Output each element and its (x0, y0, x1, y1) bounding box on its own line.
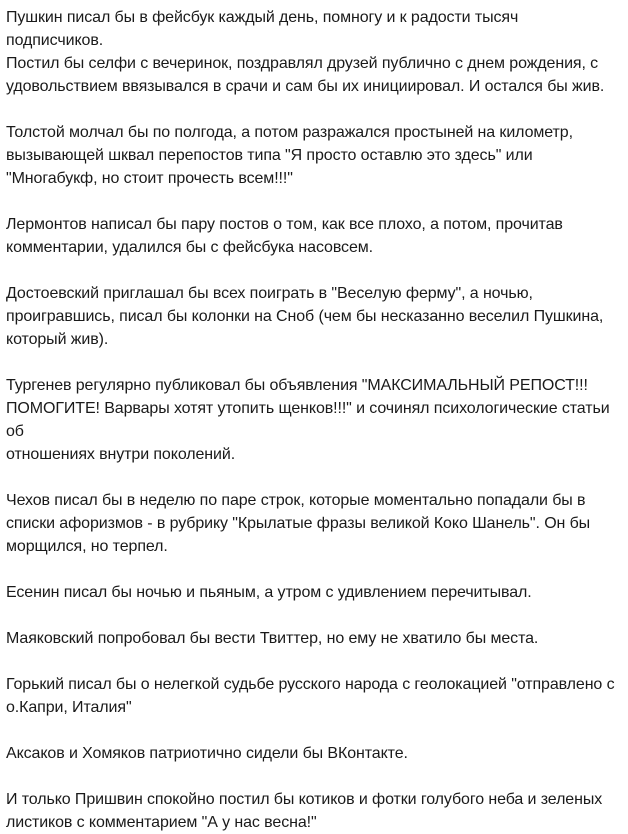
paragraph-tolstoy: Толстой молчал бы по полгода, а потом разражался простыней на километр, вызывающей шквал перепостов типа "Я просто оставлю это здесь" или "Многабукф, но стоит прочесть всем!!!" (6, 124, 573, 187)
paragraph-spacer (6, 98, 616, 121)
paragraph-chekhov: Чехов писал бы в неделю по паре строк, которые моментально попадали бы в списки афоризмов - в рубрику "Крылатые фразы великой Коко Шанель". Он бы морщился, но терпел. (6, 492, 591, 555)
paragraph-turgenev: Тургенев регулярно публиковал бы объявления "МАКСИМАЛЬНЫЙ РЕПОСТ!!! ПОМОГИТЕ! Варвары хотят утопить щенков!!!" и сочинял психологические статьи об отношениях внутри поколений. (6, 377, 610, 463)
paragraph-spacer (6, 650, 616, 673)
paragraph-spacer (6, 466, 616, 489)
paragraph-esenin: Есенин писал бы ночью и пьяным, а утром с удивлением перечитывал. (6, 584, 532, 601)
paragraph-spacer (6, 190, 616, 213)
paragraph-pushkin: Пушкин писал бы в фейсбук каждый день, помногу и к радости тысяч подписчиков. Постил бы селфи с вечеринок, поздравлял друзей публично с днем рождения, с удовольствием ввязывался в срачи и сам бы их инициировал. И остался бы жив. (6, 9, 605, 95)
paragraph-spacer (6, 765, 616, 788)
paragraph-aksakov-khomyakov: Аксаков и Хомяков патриотично сидели бы ВКонтакте. (6, 745, 408, 762)
paragraph-spacer (6, 604, 616, 627)
paragraph-spacer (6, 351, 616, 374)
paragraph-mayakovsky: Маяковский попробовал бы вести Твиттер, но ему не хватило бы места. (6, 630, 539, 647)
paragraph-spacer (6, 259, 616, 282)
paragraph-prishvin: И только Пришвин спокойно постил бы котиков и фотки голубого неба и зеленых листиков с комментарием "А у нас весна!" (6, 791, 603, 831)
paragraph-dostoevsky: Достоевский приглашал бы всех поиграть в "Веселую ферму", а ночью, проигравшись, писал бы колонки на Сноб (чем бы несказанно веселил Пушкина, который жив). (6, 285, 604, 348)
paragraph-lermontov: Лермонтов написал бы пару постов о том, как все плохо, а потом, прочитав комментарии, удалился бы с фейсбука насовсем. (6, 216, 563, 256)
paragraph-gorky: Горький писал бы о нелегкой судьбе русского народа с геолокацией "отправлено с о.Капри, Италия" (6, 676, 615, 716)
paragraph-spacer (6, 719, 616, 742)
paragraph-spacer (6, 558, 616, 581)
